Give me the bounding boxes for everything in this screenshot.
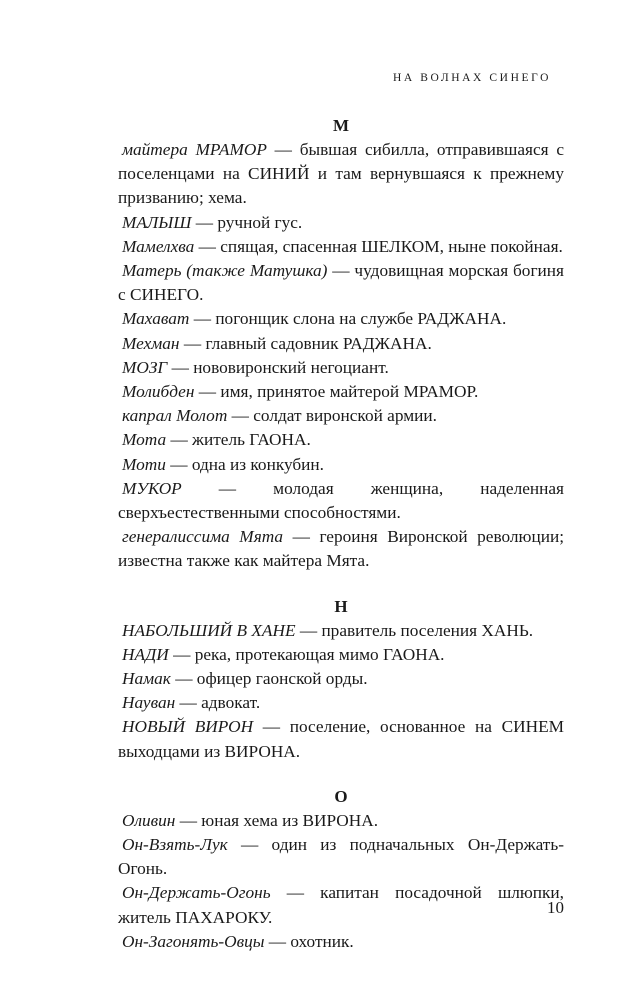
entry-definition: — юная хема из ВИРОНА.: [175, 810, 379, 830]
entry-term: Мота: [122, 430, 167, 450]
glossary-entry: [118, 259, 564, 307]
entry-term: МУКОР: [122, 478, 182, 498]
entry-definition: — адвокат.: [175, 693, 261, 713]
entry-definition: — имя, принятое майтерой МРАМОР.: [194, 382, 479, 402]
glossary: [118, 114, 564, 954]
entry-term: НОВЫЙ ВИРОН: [122, 717, 254, 737]
entry-definition: — солдат виронской армии.: [227, 406, 437, 426]
entry-definition: — чудовищная морская богиня с СИНЕГО.: [118, 261, 564, 305]
glossary-entry: [118, 380, 564, 404]
entry-definition: — житель ГАОНА.: [166, 430, 311, 450]
entry-definition: — героиня Виронской революции; известна также как майтера Мята.: [118, 527, 565, 571]
glossary-entry: [118, 715, 564, 763]
glossary-entry: [118, 667, 564, 691]
glossary-entry: [118, 833, 564, 881]
entry-definition: — одна из конкубин.: [165, 454, 324, 474]
section-heading-m: М: [332, 116, 350, 135]
entry-definition: — спящая, спасенная ШЕЛКОМ, ныне покойная.: [194, 236, 563, 256]
entry-term: майтера МРАМОР: [122, 140, 267, 159]
entry-term: Моти: [122, 454, 166, 474]
entry-definition: — охотник.: [264, 931, 354, 951]
entry-definition: — офицер гаонской орды.: [170, 669, 368, 689]
entry-term: МОЗГ: [122, 357, 168, 377]
entry-term: Махават: [122, 309, 190, 329]
entry-term: МАЛЫШ: [122, 212, 192, 232]
glossary-entry: [118, 404, 564, 428]
glossary-entry: [118, 453, 564, 477]
entry-term: НАБОЛЬШИЙ В ХАНЕ: [122, 620, 296, 640]
glossary-entry: [118, 525, 564, 573]
entry-definition: — ручной гус.: [191, 212, 303, 232]
glossary-entry: [118, 235, 564, 259]
entry-definition: — поселение, основанное на СИНЕМ выходцами из ВИРОНА.: [118, 717, 564, 761]
section-heading-n: Н: [334, 596, 348, 616]
entry-term: Мамелхва: [122, 236, 195, 256]
glossary-entry: [118, 930, 564, 954]
entry-term: Он-Загонять-Овцы: [122, 931, 265, 951]
entry-term: генералиссима Мята: [122, 527, 284, 547]
entry-definition: — один из подначальных Он-Держать-Огонь.: [118, 835, 564, 879]
glossary-entry: [118, 477, 564, 525]
glossary-entry: [118, 211, 564, 235]
entry-term: Он-Держать-Огонь: [122, 883, 271, 903]
glossary-entry: [118, 619, 564, 643]
glossary-entry: [118, 643, 564, 667]
entry-term: Молибден: [122, 382, 195, 402]
entry-definition: — нововиронский негоциант.: [167, 357, 389, 377]
entry-term: Матерь (также Матушка): [122, 261, 328, 281]
glossary-entry: [118, 307, 564, 331]
entry-definition: — правитель поселения ХАНЬ.: [295, 620, 534, 640]
running-head: НА ВОЛНАХ СИНЕГО: [392, 72, 551, 84]
entry-definition: — молодая женщина, наделенная сверхъестественными способностями.: [118, 478, 564, 523]
glossary-entry: [118, 809, 564, 833]
entry-definition: — бывшая сибилла, отправившаяся с поселенцами на СИНИЙ и там вернувшаяся к прежнему призванию; хема.: [118, 140, 564, 208]
glossary-entry: [118, 881, 564, 929]
entry-term: Мехман: [122, 333, 180, 353]
page-number: 10: [547, 898, 564, 917]
entry-definition: — капитан посадочной шлюпки, житель ПАХАРОКУ.: [118, 883, 564, 927]
entry-definition: — главный садовник РАДЖАНА.: [179, 333, 432, 353]
entry-term: капрал Молот: [122, 406, 228, 426]
glossary-entry: [118, 356, 564, 380]
entry-term: Науван: [122, 693, 176, 713]
entry-definition: — погонщик слона на службе РАДЖАНА.: [189, 309, 507, 329]
glossary-entry: [118, 332, 564, 356]
entry-term: НАДИ: [122, 644, 169, 664]
entry-term: Намак: [122, 669, 171, 689]
entry-definition: — река, протекающая мимо ГАОНА.: [168, 644, 445, 664]
entry-term: Он-Взять-Лук: [122, 835, 228, 855]
glossary-entry: [118, 691, 564, 715]
section-heading-o: О: [334, 786, 348, 806]
glossary-entry: [118, 428, 564, 452]
glossary-entry: [118, 138, 564, 211]
entry-term: Оливин: [122, 810, 176, 830]
